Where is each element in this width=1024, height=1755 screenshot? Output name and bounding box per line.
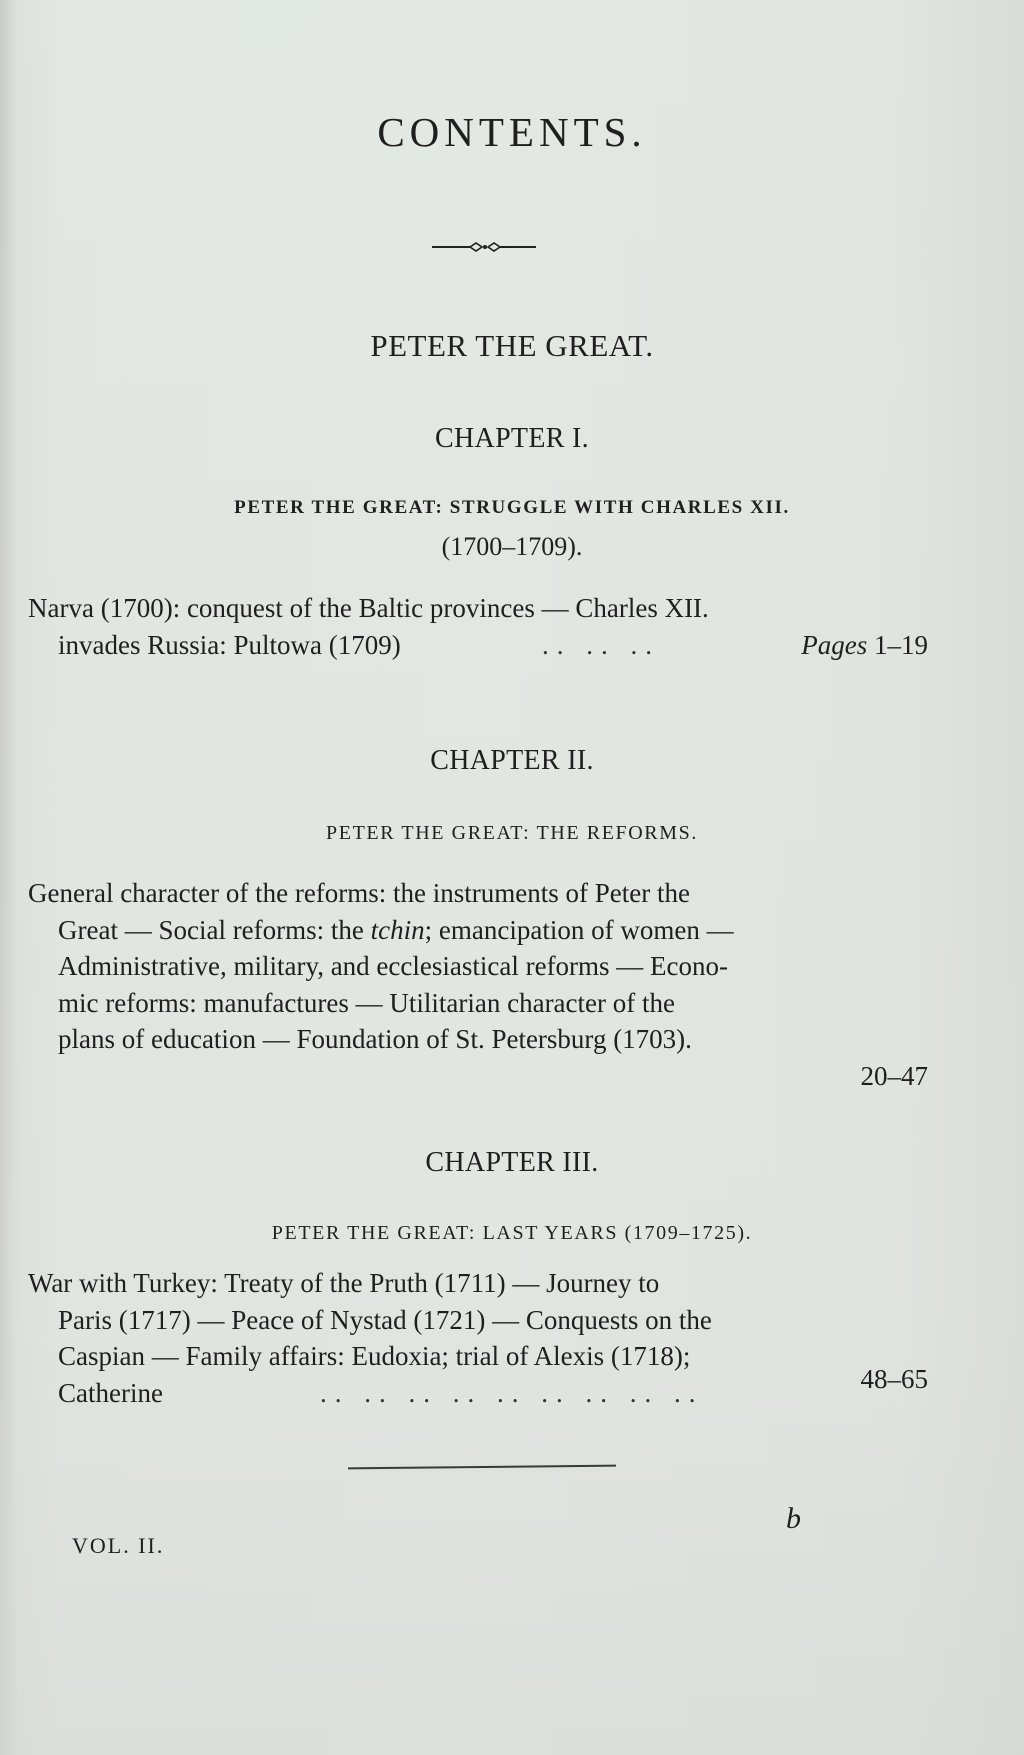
book-title: PETER THE GREAT.	[370, 328, 654, 363]
summary-line: Caspian — Family affairs: Eudoxia; trial of Alexis (1718);	[58, 1341, 691, 1371]
summary-line: Great — Social reforms: the tchin; emancipation of women —	[58, 914, 734, 945]
page-title: CONTENTS.	[377, 109, 647, 155]
chapter-2-subtitle: PETER THE GREAT: THE REFORMS.	[326, 822, 698, 844]
tchin-term: tchin	[370, 914, 425, 945]
summary-line: Administrative, military, and ecclesiastical reforms — Econo-	[58, 951, 729, 981]
page-range: 1–19	[874, 629, 928, 660]
volume-label: VOL. II.	[72, 1533, 165, 1558]
summary-line: Paris (1717) — Peace of Nystad (1721) — Conquests on the	[58, 1304, 712, 1335]
chapter-1-pages	[801, 627, 928, 664]
summary-line: Catherine	[58, 1377, 163, 1408]
summary-line: General character of the reforms: the instruments of Peter the	[28, 878, 690, 908]
chapter-1-summary	[28, 590, 928, 663]
leader-dots: .. .. .. .. .. .. .. .. ..	[319, 1377, 704, 1408]
chapter-2-heading: CHAPTER II.	[430, 745, 594, 776]
chapter-3-summary	[28, 1265, 928, 1411]
summary-line: War with Turkey: Treaty of the Pruth (1711) — Journey to	[28, 1268, 660, 1298]
pages-label: Pages	[801, 629, 868, 660]
chapter-2-pages: 20–47	[860, 1060, 928, 1091]
chapter-1-subtitle: PETER THE GREAT: STRUGGLE WITH CHARLES XII.	[234, 497, 790, 518]
signature-mark: b	[786, 1502, 801, 1535]
leader-dots: .. .. ..	[542, 629, 660, 660]
summary-line: invades Russia: Pultowa (1709)	[58, 629, 401, 660]
chapter-1-subtitle-years: (1700–1709).	[441, 532, 583, 561]
summary-line: mic reforms: manufactures — Utilitarian character of the	[58, 987, 675, 1018]
chapter-2-summary	[28, 875, 928, 1094]
end-rule-divider	[348, 1465, 616, 1470]
summary-line: plans of education — Foundation of St. Petersburg (1703).	[58, 1024, 692, 1054]
chapter-3-pages: 48–65	[860, 1363, 928, 1394]
chapter-3-subtitle: PETER THE GREAT: LAST YEARS (1709–1725).	[271, 1222, 753, 1244]
chapter-1-heading: CHAPTER I.	[435, 423, 589, 454]
ornament-divider-icon	[432, 241, 536, 253]
chapter-3-heading: CHAPTER III.	[425, 1147, 599, 1178]
summary-line: Narva (1700): conquest of the Baltic provinces — Charles XII.	[28, 593, 709, 623]
